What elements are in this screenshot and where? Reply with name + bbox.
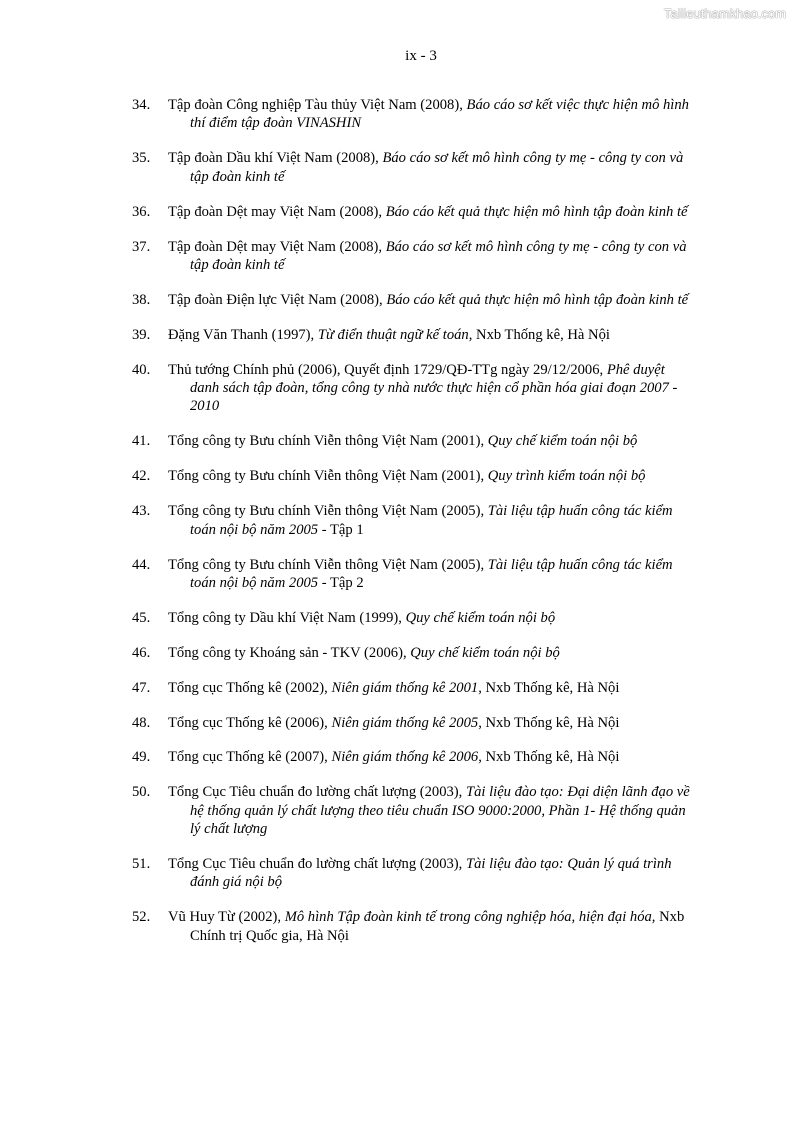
reference-title: Báo cáo sơ kết việc thực hiện mô hình thí điểm tập đoàn VINASHIN xyxy=(190,97,689,132)
reference-item xyxy=(130,96,690,133)
reference-number: 36. xyxy=(132,203,151,220)
reference-publisher: - Tập 1 xyxy=(318,521,364,538)
reference-text xyxy=(168,908,690,945)
reference-title: Báo cáo sơ kết mô hình công ty mẹ - công ty con và tập đoàn kinh tế xyxy=(190,238,687,273)
reference-number: 51. xyxy=(132,856,151,873)
reference-item xyxy=(130,502,690,539)
reference-item xyxy=(130,679,690,697)
reference-number: 42. xyxy=(132,468,151,485)
reference-text xyxy=(168,96,690,133)
reference-publisher: Nxb Thống kê, Hà Nội xyxy=(472,326,610,343)
reference-item xyxy=(130,855,690,892)
reference-text xyxy=(168,502,690,539)
reference-title: Tài liệu đào tạo: Đại diện lãnh đạo về hệ thống quản lý chất lượng theo tiêu chuẩn ISO 9000:2000, Phần 1- Hệ thống quản lý chất lượng xyxy=(190,784,690,838)
reference-author: Tổng cục Thống kê (2006), xyxy=(168,714,332,731)
reference-author: Tổng Cục Tiêu chuẩn đo lường chất lượng (2003), xyxy=(168,784,466,801)
reference-number: 44. xyxy=(132,556,151,573)
reference-text xyxy=(168,149,690,186)
reference-number: 41. xyxy=(132,433,151,450)
reference-author: Tổng công ty Dầu khí Việt Nam (1999), xyxy=(168,609,406,626)
reference-item xyxy=(130,467,690,485)
reference-item xyxy=(130,644,690,662)
reference-number: 40. xyxy=(132,361,151,378)
reference-title: Phê duyệt danh sách tập đoàn, tổng công ty nhà nước thực hiện cổ phần hóa giai đoạn 2007 - 2010 xyxy=(190,361,678,415)
reference-title: Quy chế kiểm toán nội bộ xyxy=(487,433,638,450)
reference-number: 46. xyxy=(132,644,151,661)
reference-title: Quy trình kiểm toán nội bộ xyxy=(487,468,646,485)
reference-title: Quy chế kiểm toán nội bộ xyxy=(410,644,560,661)
reference-item xyxy=(130,326,690,344)
reference-text xyxy=(168,238,690,275)
reference-number: 35. xyxy=(132,150,151,167)
reference-title: Niên giám thống kê 2001 xyxy=(331,679,479,696)
reference-author: Tổng Cục Tiêu chuẩn đo lường chất lượng (2003), xyxy=(168,856,466,873)
watermark-text: Tailieuthamkhao.com xyxy=(663,6,786,21)
reference-author: Tổng công ty Khoáng sản - TKV (2006), xyxy=(168,644,411,661)
reference-number: 45. xyxy=(132,609,151,626)
reference-text xyxy=(168,783,690,838)
reference-item xyxy=(130,908,690,945)
reference-text xyxy=(168,432,690,450)
reference-item xyxy=(130,432,690,450)
reference-item xyxy=(130,238,690,275)
reference-author: Tập đoàn Dệt may Việt Nam (2008), xyxy=(168,238,386,255)
reference-text xyxy=(168,855,690,892)
reference-author: Vũ Huy Từ (2002), xyxy=(168,909,285,926)
reference-number: 43. xyxy=(132,503,151,520)
reference-author: Tổng công ty Bưu chính Viễn thông Việt Nam (2005), xyxy=(168,556,488,573)
reference-publisher: Nxb Chính trị Quốc gia, Hà Nội xyxy=(190,909,685,944)
reference-author: Tập đoàn Dệt may Việt Nam (2008), xyxy=(168,203,386,220)
reference-item xyxy=(130,203,690,221)
reference-item xyxy=(130,556,690,593)
reference-text xyxy=(168,679,690,697)
reference-title: Tài liệu tập huấn công tác kiểm toán nội bộ năm 2005 xyxy=(190,503,673,538)
reference-author: Đặng Văn Thanh (1997), xyxy=(168,326,318,343)
reference-text xyxy=(168,609,690,627)
reference-text xyxy=(168,748,690,766)
reference-text xyxy=(168,361,690,416)
reference-number: 49. xyxy=(132,749,151,766)
reference-author: Tổng công ty Bưu chính Viễn thông Việt Nam (2001), xyxy=(168,433,488,450)
reference-number: 37. xyxy=(132,238,151,255)
page-number: ix - 3 xyxy=(405,48,437,64)
reference-author: Thủ tướng Chính phủ (2006), Quyết định 1729/QĐ-TTg ngày 29/12/2006, xyxy=(168,361,607,378)
reference-author: Tổng cục Thống kê (2002), xyxy=(168,679,332,696)
reference-title: Báo cáo sơ kết mô hình công ty mẹ - công ty con và tập đoàn kinh tế xyxy=(190,150,684,185)
reference-item xyxy=(130,714,690,732)
reference-title: Tài liệu tập huấn công tác kiểm toán nội bộ năm 2005 xyxy=(190,556,673,591)
reference-list xyxy=(130,96,690,962)
reference-author: Tập đoàn Dầu khí Việt Nam (2008), xyxy=(168,150,383,167)
reference-title: Mô hình Tập đoàn kinh tế trong công nghiệp hóa, hiện đại hóa, xyxy=(284,909,656,926)
reference-text xyxy=(168,644,690,662)
reference-author: Tổng cục Thống kê (2007), xyxy=(168,749,332,766)
reference-publisher: , Nxb Thống kê, Hà Nội xyxy=(478,714,620,731)
reference-author: Tập đoàn Công nghiệp Tàu thủy Việt Nam (2008), xyxy=(168,97,467,113)
reference-text xyxy=(168,467,690,485)
reference-author: Tập đoàn Điện lực Việt Nam (2008), xyxy=(168,291,387,308)
reference-author: Tổng công ty Bưu chính Viễn thông Việt Nam (2005), xyxy=(168,503,488,520)
reference-text xyxy=(168,326,690,344)
reference-item xyxy=(130,361,690,416)
reference-title: Báo cáo kết quả thực hiện mô hình tập đoàn kinh tế xyxy=(386,291,689,308)
reference-number: 47. xyxy=(132,679,151,696)
reference-number: 52. xyxy=(132,909,151,926)
reference-title: Báo cáo kết quả thực hiện mô hình tập đoàn kinh tế xyxy=(385,203,688,220)
reference-item xyxy=(130,609,690,627)
reference-number: 48. xyxy=(132,714,151,731)
reference-number: 50. xyxy=(132,784,151,801)
reference-text xyxy=(168,556,690,593)
reference-title: Quy chế kiểm toán nội bộ xyxy=(405,609,556,626)
reference-publisher: - Tập 2 xyxy=(318,574,364,591)
reference-text xyxy=(168,203,690,221)
reference-number: 34. xyxy=(132,97,151,113)
reference-publisher: , Nxb Thống kê, Hà Nội xyxy=(478,749,620,766)
reference-item xyxy=(130,783,690,838)
reference-text xyxy=(168,291,690,309)
reference-title: Tài liệu đào tạo: Quản lý quá trình đánh giá nội bộ xyxy=(190,856,672,891)
reference-number: 39. xyxy=(132,326,151,343)
reference-title: Niên giám thống kê 2005 xyxy=(331,714,479,731)
reference-publisher: , Nxb Thống kê, Hà Nội xyxy=(478,679,620,696)
reference-item xyxy=(130,149,690,186)
reference-item xyxy=(130,291,690,309)
reference-number: 38. xyxy=(132,291,151,308)
reference-author: Tổng công ty Bưu chính Viễn thông Việt Nam (2001), xyxy=(168,468,488,485)
reference-item xyxy=(130,748,690,766)
reference-title: Từ điển thuật ngữ kế toán, xyxy=(317,326,473,343)
reference-title: Niên giám thống kê 2006 xyxy=(331,749,479,766)
reference-text xyxy=(168,714,690,732)
